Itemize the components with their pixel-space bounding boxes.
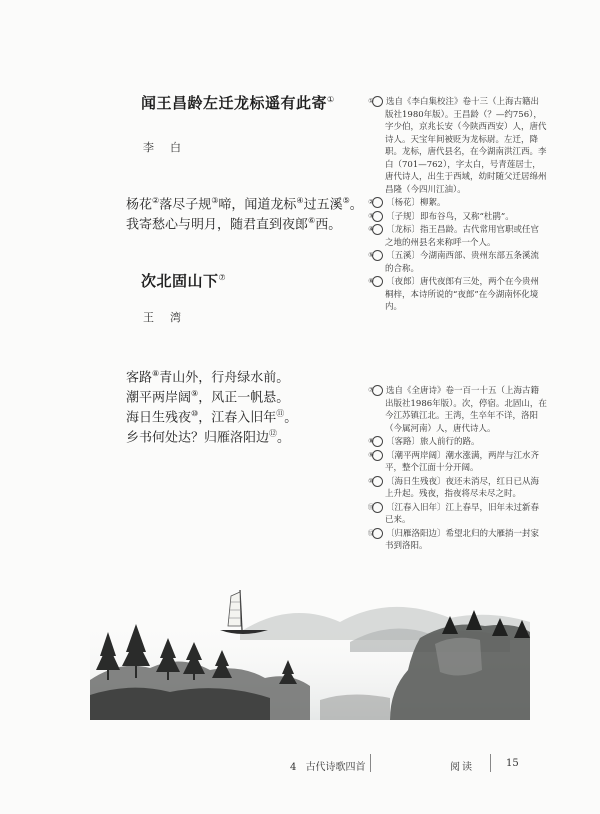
poem1-title-note-mark: ① bbox=[327, 95, 335, 104]
note-7: ⑦ 选自《全唐诗》卷一百一十五（上海古籍出版社1986年版）。次，停宿。北固山，在今江苏镇江北。王湾，生卒年不详，洛阳（今属河南）人，唐代诗人。 bbox=[368, 386, 547, 434]
poem2-title-note-mark: ⑦ bbox=[218, 273, 227, 282]
poem2-line-3: 海日生残夜⑩，江春入旧年⑪。 bbox=[126, 409, 298, 426]
note-1: ① 选自《李白集校注》卷十三（上海古籍出版社1980年版）。王昌龄（？—约756），字少伯，京兆长安（今陕西西安）人，唐代诗人。天宝年间被贬为龙标尉。左迁，降职。龙标，唐代县名，在今湖南洪江西。李白（701—762），字太白，号青莲居士，唐代诗人，出生于西域，幼时随父迁居绵州昌隆（今四川江油）。 bbox=[368, 97, 547, 195]
foreground-bank bbox=[90, 688, 270, 720]
poem2-title bbox=[141, 270, 226, 291]
note-5: ⑤ 〔五溪〕今湖南西部、贵州东部五条溪流的合称。 bbox=[368, 251, 540, 274]
note-mark: ④ bbox=[296, 196, 304, 205]
poem2-author: 王湾 bbox=[143, 311, 197, 324]
note-3: ③ 〔子规〕即布谷鸟，又称“杜鹃”。 bbox=[368, 211, 514, 222]
footer-unit bbox=[290, 758, 366, 773]
footer-section: 阅读 bbox=[450, 762, 474, 773]
poem1-line-2: 我寄愁心与明月，随君直到夜郎⑥西。 bbox=[126, 216, 342, 233]
notes-group-2 bbox=[367, 385, 547, 553]
poem1-title bbox=[141, 92, 335, 113]
note-mark: ⑤ bbox=[342, 196, 350, 205]
unit-title: 古代诗歌四首 bbox=[305, 762, 366, 773]
poem2-line-1: 客路⑧青山外，行舟绿水前。 bbox=[126, 369, 290, 386]
poem1-line-1: 杨花②落尽子规③啼，闻道龙标④过五溪⑤。 bbox=[126, 196, 363, 213]
landscape-illustration bbox=[90, 560, 530, 720]
footer-divider-right bbox=[490, 754, 491, 772]
note-9: ⑨ 〔潮平两岸阔〕潮水涨满，两岸与江水齐平，整个江面十分开阔。 bbox=[368, 450, 540, 473]
note-6: ⑥ 〔夜郎〕唐代夜郎有三处，两个在今贵州桐梓，本诗所说的“夜郎”在今湖南怀化境内。 bbox=[368, 277, 540, 312]
footer-divider-left bbox=[370, 754, 371, 772]
note-mark: ⑪ bbox=[276, 409, 285, 418]
note-11: ⑪ 〔江春入旧年〕江上春早，旧年未过新春已来。 bbox=[367, 502, 540, 525]
note-mark: ⑩ bbox=[191, 409, 199, 418]
note-mark: ⑫ bbox=[269, 429, 278, 438]
note-2: ② 〔杨花〕柳絮。 bbox=[368, 198, 446, 208]
notes-group-1 bbox=[368, 96, 547, 314]
note-10: ⑩ 〔海日生残夜〕夜还未消尽，红日已从海上升起。残夜，指夜将尽未尽之时。 bbox=[368, 476, 540, 499]
note-4: ④ 〔龙标〕指王昌龄。古代常用官职或任官之地的州县名来称呼一个人。 bbox=[368, 225, 540, 248]
note-mark: ⑥ bbox=[308, 216, 316, 225]
unit-number: 4 bbox=[290, 762, 297, 773]
page-number: 15 bbox=[506, 758, 519, 769]
note-mark: ⑧ bbox=[152, 369, 160, 378]
mid-water-rock bbox=[320, 694, 390, 720]
note-mark: ③ bbox=[211, 196, 219, 205]
note-12: ⑫ 〔归雁洛阳边〕希望北归的大雁捎一封家书到洛阳。 bbox=[367, 528, 540, 551]
poem1-author: 李白 bbox=[143, 141, 197, 154]
poem2-title-text: 次北固山下 bbox=[141, 272, 219, 290]
note-mark: ⑨ bbox=[191, 389, 199, 398]
note-8: ⑧ 〔客路〕旅人前行的路。 bbox=[368, 437, 480, 447]
poem2-line-4: 乡书何处达？归雁洛阳边⑫。 bbox=[126, 429, 291, 446]
note-mark: ② bbox=[152, 196, 160, 205]
poem1-title-text: 闻王昌龄左迁龙标遥有此寄 bbox=[141, 94, 328, 112]
poem2-line-2: 潮平两岸阔⑨，风正一帆悬。 bbox=[126, 389, 290, 406]
